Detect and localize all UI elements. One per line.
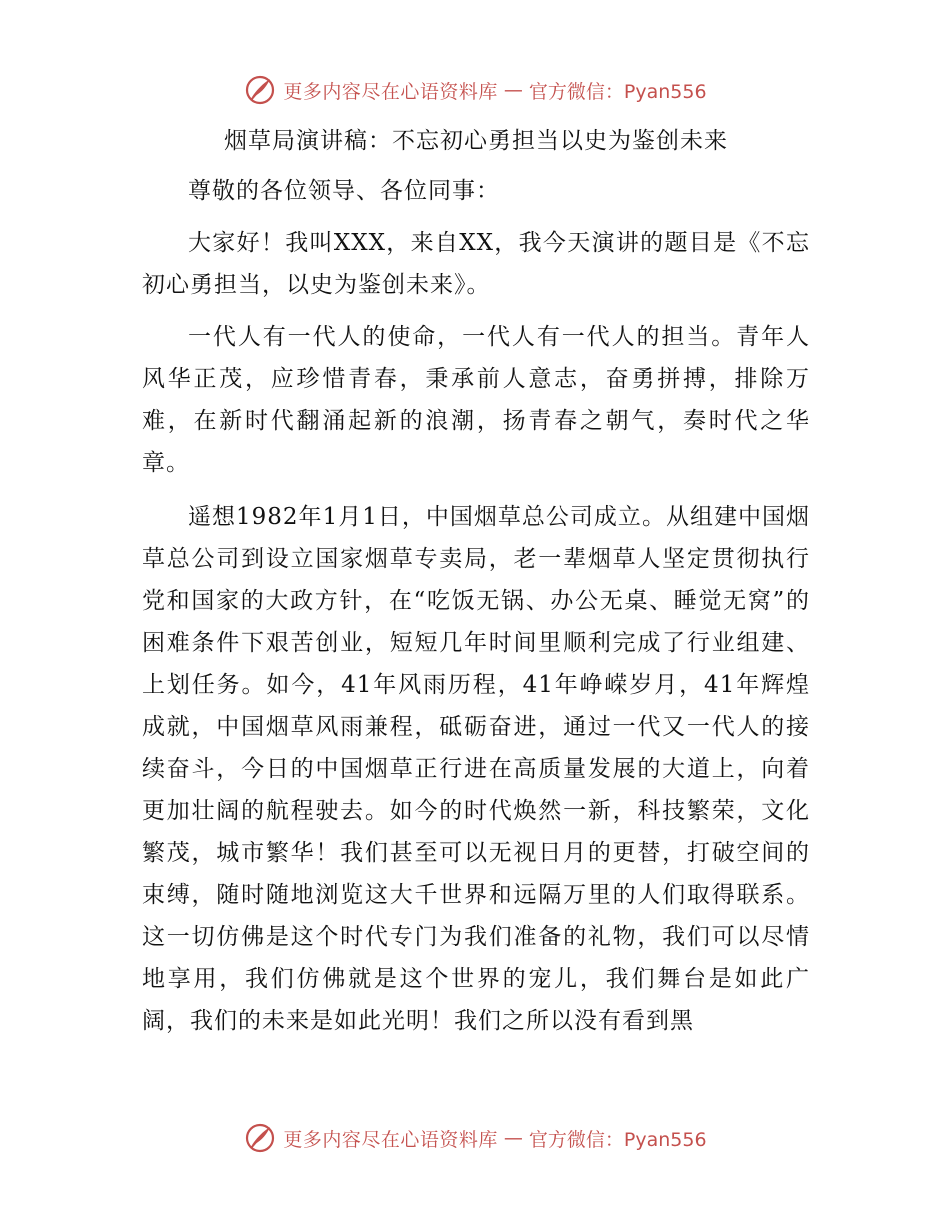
paragraph-greeting: 大家好！我叫XXX，来自XX，我今天演讲的题目是《不忘初心勇担当，以史为鉴创未来》。 — [142, 230, 810, 298]
document-title: 烟草局演讲稿：不忘初心勇担当以史为鉴创未来 — [224, 128, 728, 154]
paragraph-history: 遥想1982年1月1日，中国烟草总公司成立。从组建中国烟草总公司到设立国家烟草专卖局，老一辈烟草人坚定贯彻执行党和国家的大政方针，在“吃饭无锅、办公无桌、睡觉无窝”的困难条件下艰苦创业，短短几年时间里顺利完成了行业组建、上划任务。如今，41年风雨历程，41年峥嵘岁月，41年辉煌成就，中国烟草风雨兼程，砥砺奋进，通过一代又一代人的接续奋斗，今日的中国烟草正行进在高质量发展的大道上，向着更加壮阔的航程驶去。如今的时代焕然一新，科技繁荣，文化繁茂，城市繁华！我们甚至可以无视日月的更替，打破空间的束缚，随时随地浏览这大千世界和远隔万里的人们取得联系。这一切仿佛是这个时代专门为我们准备的礼物，我们可以尽情地享用，我们仿佛就是这个世界的宠儿，我们舞台是如此广阔，我们的未来是如此光明！我们之所以没有看到黑 — [142, 504, 810, 1034]
watermark-text: 更多内容尽在心语资料库 — [283, 1128, 498, 1151]
salutation: 尊敬的各位领导、各位同事： — [188, 178, 500, 204]
header-watermark — [0, 70, 950, 110]
watermark-text: 更多内容尽在心语资料库 — [283, 80, 498, 103]
watermark-contact: 官方微信：Pyan556 — [528, 1128, 707, 1151]
quill-logo-icon — [243, 1121, 277, 1155]
paragraph-mission: 一代人有一代人的使命，一代人有一代人的担当。青年人风华正茂，应珍惜青春，秉承前人意志，奋勇拼搏，排除万难，在新时代翻涌起新的浪潮，扬青春之朝气，奏时代之华章。 — [142, 324, 810, 476]
footer-watermark — [0, 1118, 950, 1158]
document-body — [142, 118, 810, 1042]
watermark-separator: — — [503, 79, 523, 101]
watermark-separator: — — [503, 1127, 523, 1149]
quill-logo-icon — [243, 73, 277, 107]
watermark-contact: 官方微信：Pyan556 — [528, 80, 707, 103]
